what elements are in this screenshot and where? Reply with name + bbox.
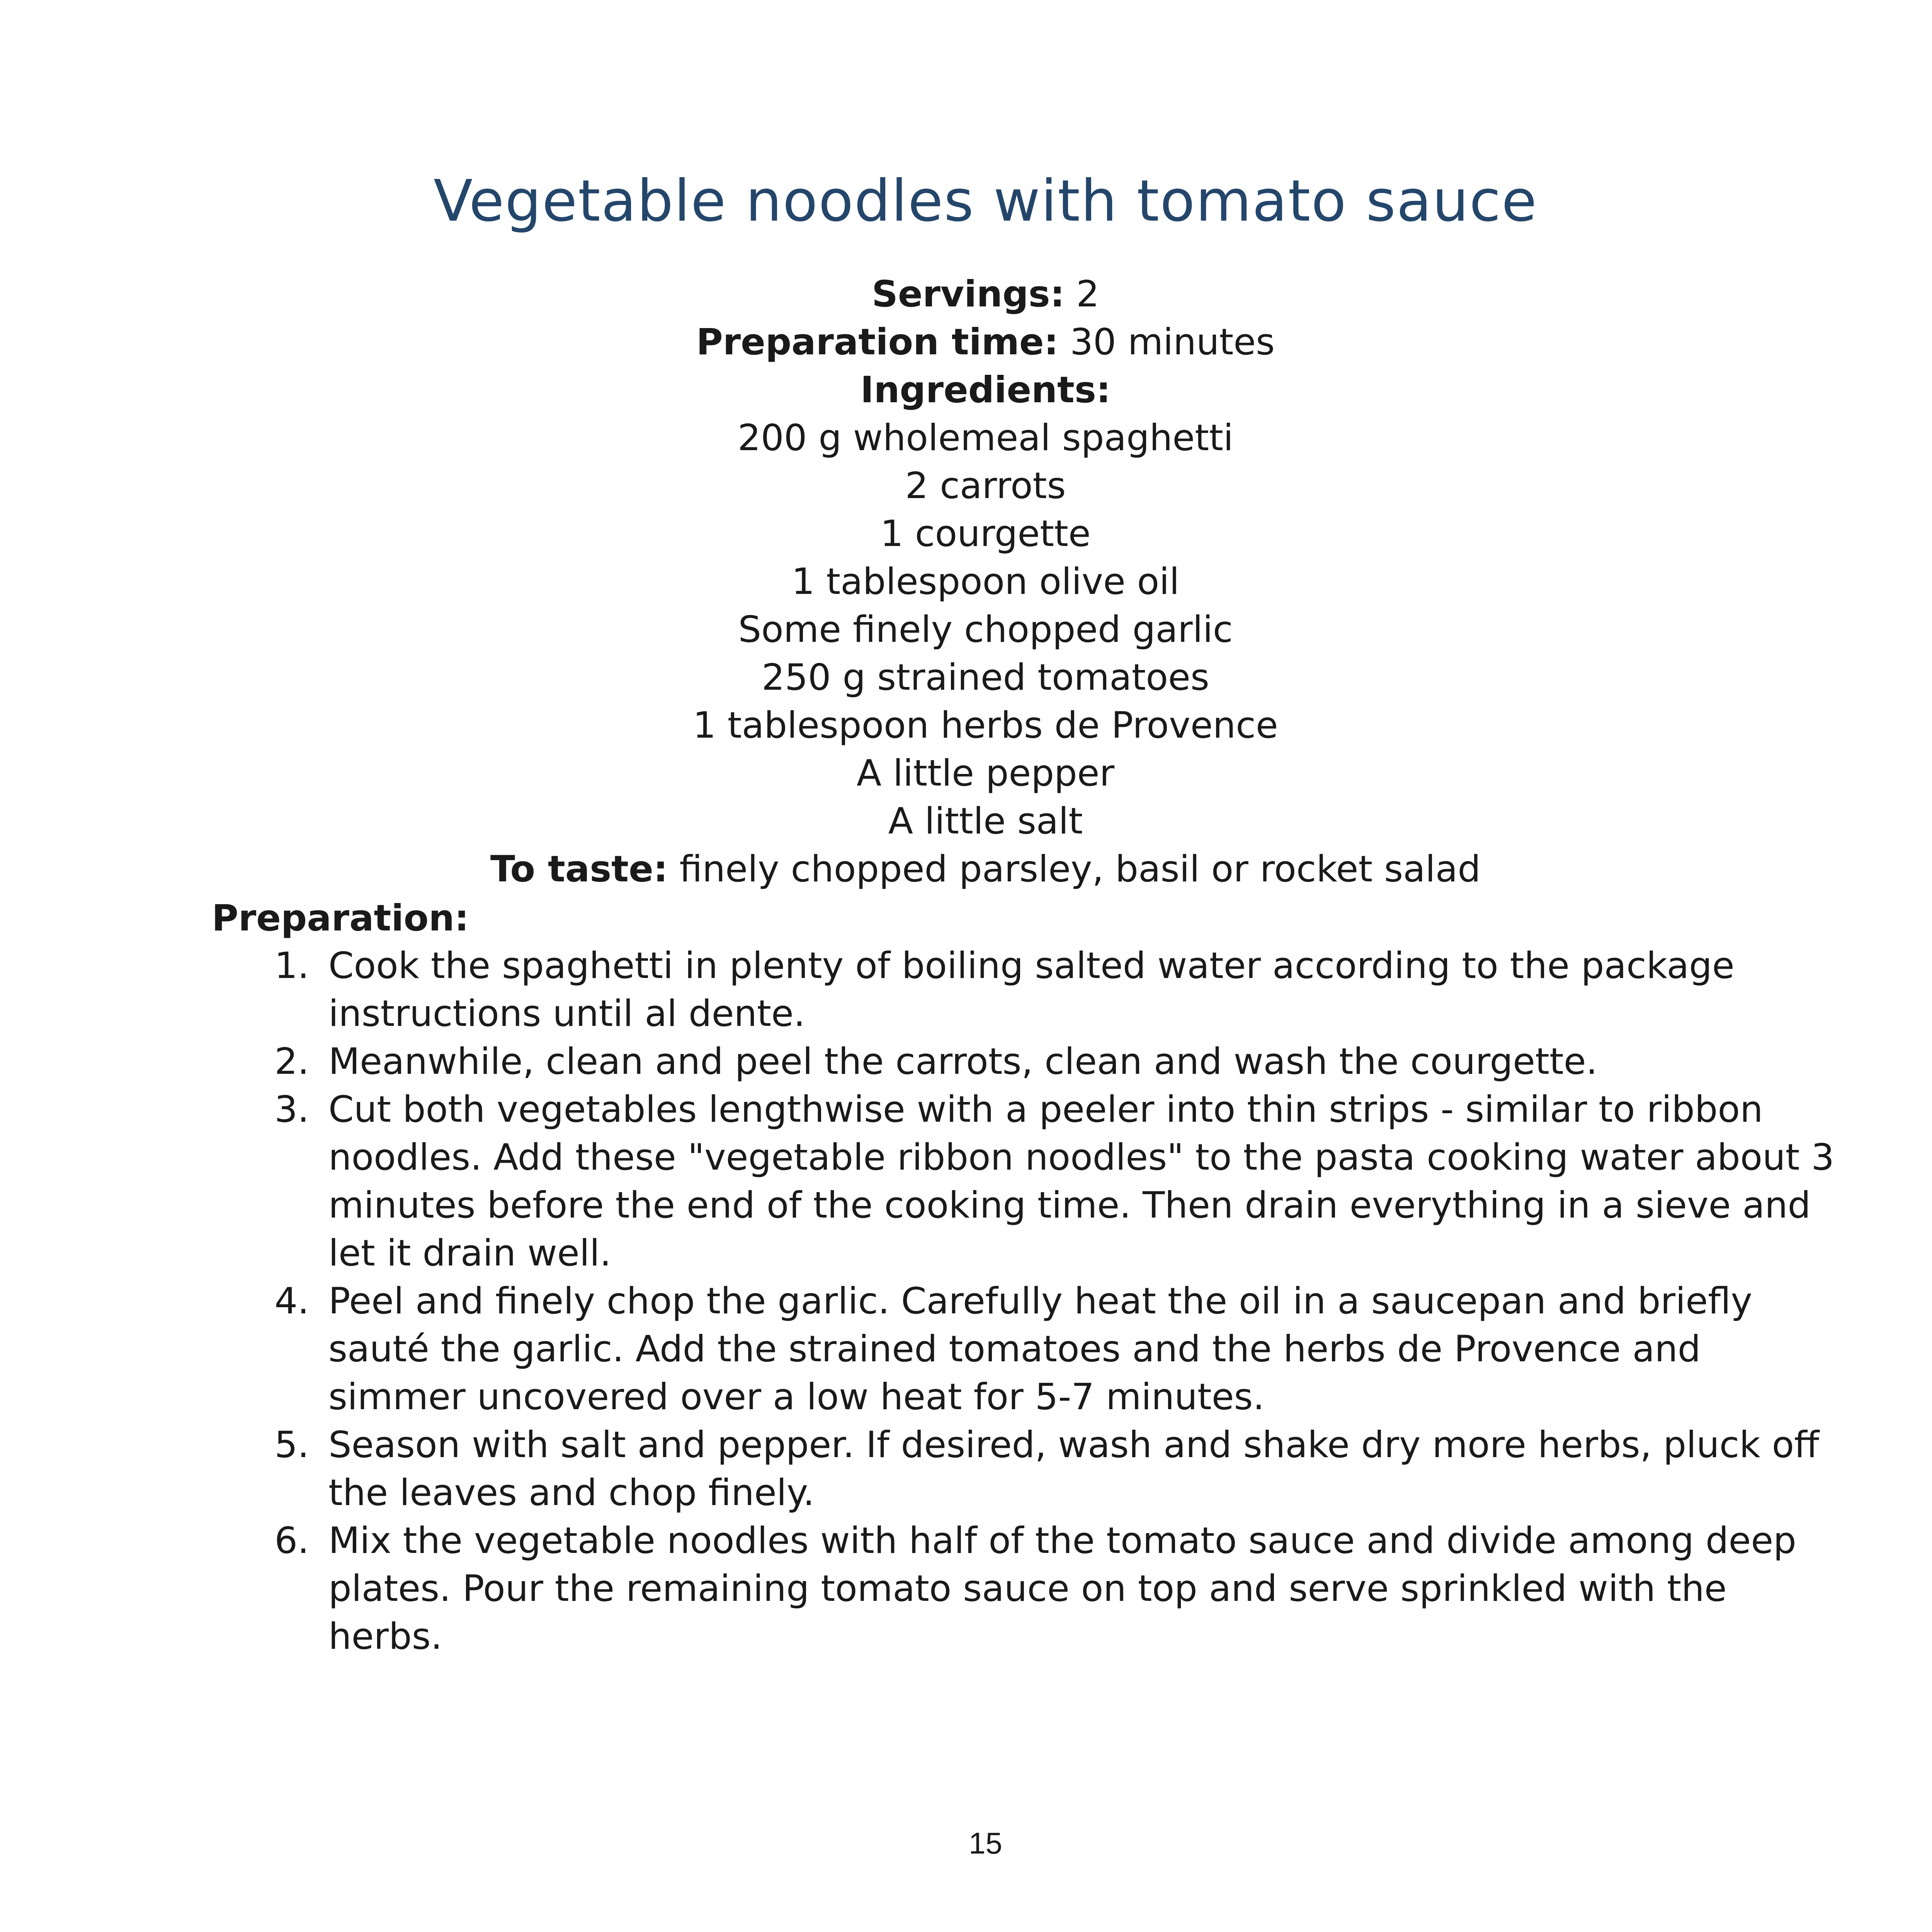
preparation-step — [267, 1421, 1835, 1517]
preparation-step — [267, 1517, 1835, 1661]
recipe-summary — [0, 270, 1932, 893]
step-number: 6. — [274, 1520, 309, 1562]
prep-time-label: Preparation time: — [696, 321, 1059, 363]
page-number: 15 — [969, 1826, 1002, 1860]
step-number: 2. — [274, 1041, 309, 1083]
ingredient-item: A little pepper — [856, 752, 1115, 794]
ingredient-item: 250 g strained tomatoes — [762, 656, 1209, 699]
ingredient-item: 2 carrots — [905, 465, 1066, 507]
to-taste-value: finely chopped parsley, basil or rocket salad — [668, 848, 1481, 890]
preparation-steps — [267, 942, 1835, 1661]
step-text: Peel and finely chop the garlic. Carefully heat the oil in a saucepan and briefly sauté the garlic. Add the strained tomatoes and the herbs de Provence and simmer uncovered over a low heat for 5-7 minutes. — [328, 1280, 1752, 1418]
step-number: 3. — [274, 1088, 309, 1131]
ingredients-heading: Ingredients: — [860, 369, 1111, 411]
step-number: 1. — [274, 945, 309, 987]
preparation-step — [267, 1086, 1835, 1277]
step-text: Season with salt and pepper. If desired, wash and shake dry more herbs, pluck off the leaves and chop finely. — [328, 1424, 1819, 1514]
step-text: Meanwhile, clean and peel the carrots, clean and wash the courgette. — [328, 1041, 1598, 1083]
step-text: Cut both vegetables lengthwise with a peeler into thin strips - similar to ribbon noodles. Add these "vegetable ribbon noodles" to the pasta cooking water about 3 minutes before the end of the cooking time. Then drain everything in a sieve and let it drain well. — [328, 1088, 1835, 1274]
step-text: Cook the spaghetti in plenty of boiling salted water according to the package instructions until al dente. — [328, 945, 1735, 1035]
step-text: Mix the vegetable noodles with half of the tomato sauce and divide among deep plates. Pour the remaining tomato sauce on top and serve sprinkled with the herbs. — [328, 1520, 1796, 1658]
ingredient-item: 200 g wholemeal spaghetti — [738, 417, 1233, 459]
ingredients-list — [0, 414, 1932, 845]
servings-value: 2 — [1065, 273, 1099, 315]
ingredient-item: Some finely chopped garlic — [738, 609, 1233, 651]
to-taste-line — [0, 845, 1932, 893]
servings-line — [0, 270, 1932, 318]
to-taste-label: To taste: — [490, 848, 668, 890]
prep-time-value: 30 minutes — [1058, 321, 1275, 363]
preparation-step — [267, 942, 1835, 1038]
recipe-title: Vegetable noodles with tomato sauce — [434, 168, 1537, 234]
preparation-heading: Preparation: — [212, 897, 469, 939]
ingredient-item: 1 tablespoon olive oil — [791, 561, 1180, 603]
ingredient-item: 1 tablespoon herbs de Provence — [693, 704, 1278, 747]
step-number: 4. — [274, 1280, 309, 1322]
servings-label: Servings: — [872, 273, 1065, 315]
prep-time-line — [0, 318, 1932, 366]
ingredient-item: A little salt — [888, 800, 1083, 842]
ingredient-item: 1 courgette — [880, 513, 1091, 555]
preparation-step — [267, 1038, 1835, 1086]
preparation-step — [267, 1277, 1835, 1421]
step-number: 5. — [274, 1424, 309, 1466]
